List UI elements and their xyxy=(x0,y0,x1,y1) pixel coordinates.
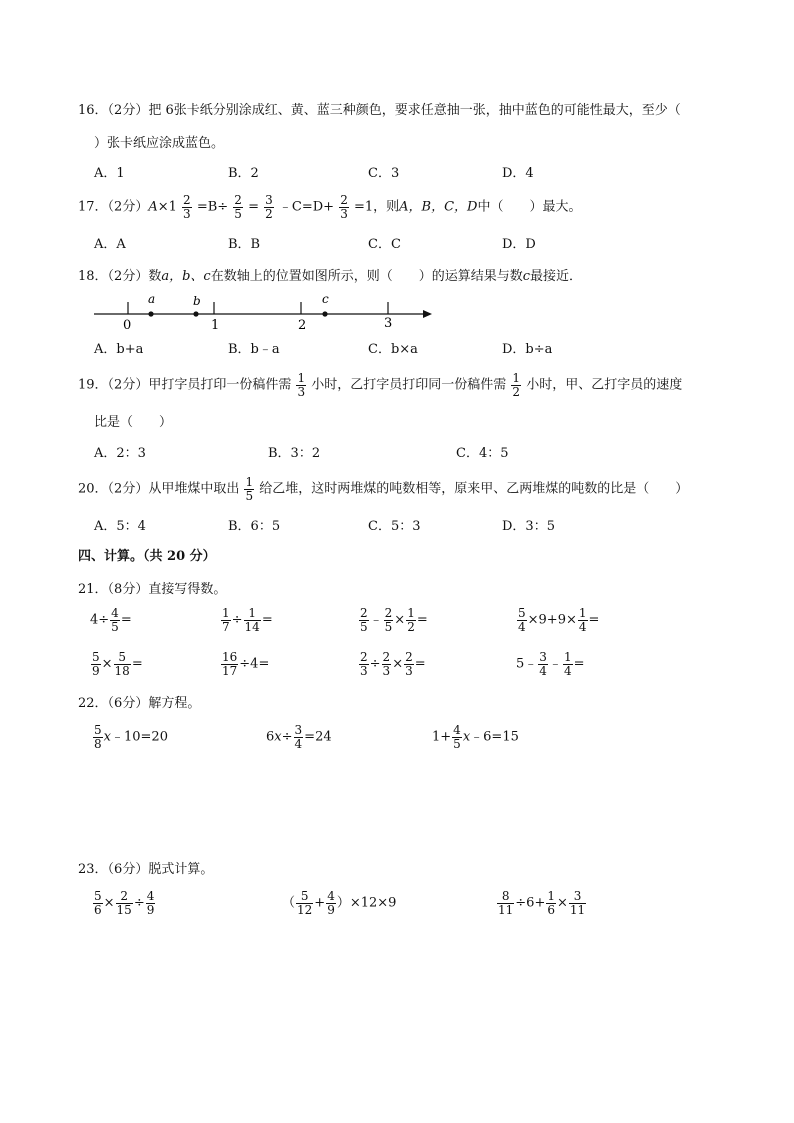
q21-item-7: $\frac{2}{3}$ ÷ $\frac{2}{3}$ × $\frac{2}{3}$ = xyxy=(360,650,426,678)
fraction: $\frac{2}{3}$ xyxy=(340,193,348,221)
q22-equation-3: 1+ $\frac{4}{5}$ x﹣6=15 xyxy=(432,723,519,751)
q21-item-3: $\frac{2}{5}$ ﹣ $\frac{2}{5}$ × $\frac{1}{2}$ = xyxy=(360,606,428,634)
point-a xyxy=(148,311,153,316)
q22-equation-2: 6x÷ $\frac{3}{4}$ =24 xyxy=(266,723,332,751)
fraction: $\frac{1}{2}$ xyxy=(512,371,521,399)
fraction: $\frac{1}{7}$ xyxy=(222,606,230,634)
q21-title: 21．（8分）直接写得数。 xyxy=(78,582,227,597)
q20-option-c[interactable]: C．5：3 xyxy=(368,519,421,534)
fraction: $\frac{1}{4}$ xyxy=(578,606,587,634)
q21-item-6: $\frac{16}{17}$ ÷4= xyxy=(222,650,270,678)
fraction: $\frac{1}{5}$ xyxy=(245,475,254,503)
q16-option-c[interactable]: C．3 xyxy=(368,166,400,181)
q20-option-b[interactable]: B．6：5 xyxy=(228,519,281,534)
q21-item-8: 5﹣ $\frac{3}{4}$ ﹣ $\frac{1}{4}$ = xyxy=(516,650,585,678)
q19-stem: 19．（2分）甲打字员打印一份稿件需 $\frac{1}{3}$ 小时，乙打字员打印同一份稿件需 $\frac{1}{2}$ 小时，甲、乙打字员的速度 xyxy=(78,371,683,399)
q20-stem: 20．（2分）从甲堆煤中取出 $\frac{1}{5}$ 给乙堆，这时两堆煤的吨数相等，原来甲、乙两堆煤的吨数的比是（ ） xyxy=(78,475,689,503)
q22-equation-1: $\frac{5}{8}$ x﹣10=20 xyxy=(94,723,168,751)
fraction: $\frac{1}{6}$ xyxy=(547,889,555,917)
tick-label-0: 0 xyxy=(123,318,132,333)
fraction: $\frac{2}{3}$ xyxy=(360,650,368,678)
fraction: $\frac{5}{6}$ xyxy=(94,889,102,917)
fraction: $\frac{1}{2}$ xyxy=(407,606,415,634)
fraction: $\frac{4}{9}$ xyxy=(327,889,335,917)
fraction: $\frac{1}{14}$ xyxy=(244,606,260,634)
fraction: $\frac{5}{8}$ xyxy=(94,723,102,751)
fraction: $\frac{3}{4}$ xyxy=(294,723,303,751)
q22-title: 22．（6分）解方程。 xyxy=(78,696,201,711)
tick-label-3: 3 xyxy=(384,316,393,331)
q16-option-d[interactable]: D．4 xyxy=(502,166,534,181)
q19-option-a[interactable]: A．2：3 xyxy=(94,446,146,461)
q18-option-b[interactable]: B．b﹣a xyxy=(228,342,280,357)
fraction: $\frac{16}{17}$ xyxy=(222,650,238,678)
fraction: $\frac{5}{9}$ xyxy=(92,650,100,678)
fraction: $\frac{2}{5}$ xyxy=(384,606,393,634)
point-c xyxy=(322,311,327,316)
point-b xyxy=(193,311,198,316)
fraction: $\frac{3}{4}$ xyxy=(539,650,547,678)
tick-label-2: 2 xyxy=(298,318,307,333)
q17-option-d[interactable]: D．D xyxy=(502,237,536,252)
fraction: $\frac{1}{3}$ xyxy=(297,371,306,399)
number-line xyxy=(90,290,440,335)
q19-line2: 比是（ ） xyxy=(94,415,173,430)
tick-label-1: 1 xyxy=(211,318,220,333)
q17-option-b[interactable]: B．B xyxy=(228,237,261,252)
q23-expression-2: （ $\frac{5}{12}$ + $\frac{4}{9}$ ）×12×9 xyxy=(282,889,397,917)
q17-option-c[interactable]: C．C xyxy=(368,237,401,252)
fraction: $\frac{4}{5}$ xyxy=(453,723,461,751)
q16-option-a[interactable]: A．1 xyxy=(94,166,125,181)
fraction: $\frac{3}{11}$ xyxy=(569,889,586,917)
fraction: $\frac{5}{12}$ xyxy=(297,889,313,917)
q21-item-2: $\frac{1}{7}$ ÷ $\frac{1}{14}$ = xyxy=(222,606,273,634)
q19-option-b[interactable]: B．3：2 xyxy=(268,446,321,461)
q21-item-1: 4÷ $\frac{4}{5}$ = xyxy=(90,606,132,634)
fraction: $\frac{8}{11}$ xyxy=(498,889,514,917)
q18-option-c[interactable]: C．b×a xyxy=(368,342,418,357)
q16-line1: 16．（2分）把 6张卡纸分别涂成红、黄、蓝三种颜色，要求任意抽一张，抽中蓝色的可能性最大，至少（ xyxy=(78,103,681,118)
q17-option-a[interactable]: A．A xyxy=(94,237,126,252)
q16-option-b[interactable]: B．2 xyxy=(228,166,259,181)
q23-expression-1: $\frac{5}{6}$ × $\frac{2}{15}$ ÷ $\frac{4}{9}$ xyxy=(94,889,155,917)
q23-expression-3: $\frac{8}{11}$ ÷6+ $\frac{1}{6}$ × $\frac{3}{11}$ xyxy=(498,889,586,917)
point-label-c: c xyxy=(322,292,329,306)
q23-title: 23．（6分）脱式计算。 xyxy=(78,862,214,877)
fraction: $\frac{2}{5}$ xyxy=(360,606,368,634)
fraction: $\frac{2}{3}$ xyxy=(183,193,191,221)
fraction: $\frac{3}{2}$ xyxy=(265,193,273,221)
fraction: $\frac{5}{4}$ xyxy=(518,606,526,634)
q19-option-c[interactable]: C．4：5 xyxy=(456,446,509,461)
fraction: $\frac{2}{5}$ xyxy=(234,193,242,221)
section-heading: 四、计算。（共 20 分） xyxy=(78,549,216,564)
q21-item-5: $\frac{5}{9}$ × $\frac{5}{18}$ = xyxy=(92,650,143,678)
fraction: $\frac{2}{3}$ xyxy=(382,650,391,678)
q20-option-d[interactable]: D．3：5 xyxy=(502,519,555,534)
fraction: $\frac{2}{3}$ xyxy=(405,650,413,678)
fraction: $\frac{2}{15}$ xyxy=(116,889,132,917)
q18-stem: 18．（2分）数a，b、c在数轴上的位置如图所示，则（ ）的运算结果与数c最接近． xyxy=(78,269,582,284)
q18-option-a[interactable]: A．b+a xyxy=(94,342,144,357)
fraction: $\frac{4}{5}$ xyxy=(111,606,119,634)
q17-stem: 17．（2分）A×1 $\frac{2}{3}$ =B÷ $\frac{2}{5}$ = $\frac{3}{2}$ ﹣C=D+ $\frac{2}{3}$ =1，则A，B，C，D中（ ）最大。 xyxy=(78,193,582,221)
fraction: $\frac{1}{4}$ xyxy=(563,650,572,678)
point-label-a: a xyxy=(148,292,156,306)
q20-option-a[interactable]: A．5：4 xyxy=(94,519,146,534)
fraction: $\frac{5}{18}$ xyxy=(114,650,130,678)
q21-item-4: $\frac{5}{4}$ ×9+9× $\frac{1}{4}$ = xyxy=(518,606,600,634)
point-label-b: b xyxy=(193,294,201,308)
q18-option-d[interactable]: D．b÷a xyxy=(502,342,553,357)
fraction: $\frac{4}{9}$ xyxy=(146,889,155,917)
q16-line2: ）张卡纸应涂成蓝色。 xyxy=(94,136,225,151)
